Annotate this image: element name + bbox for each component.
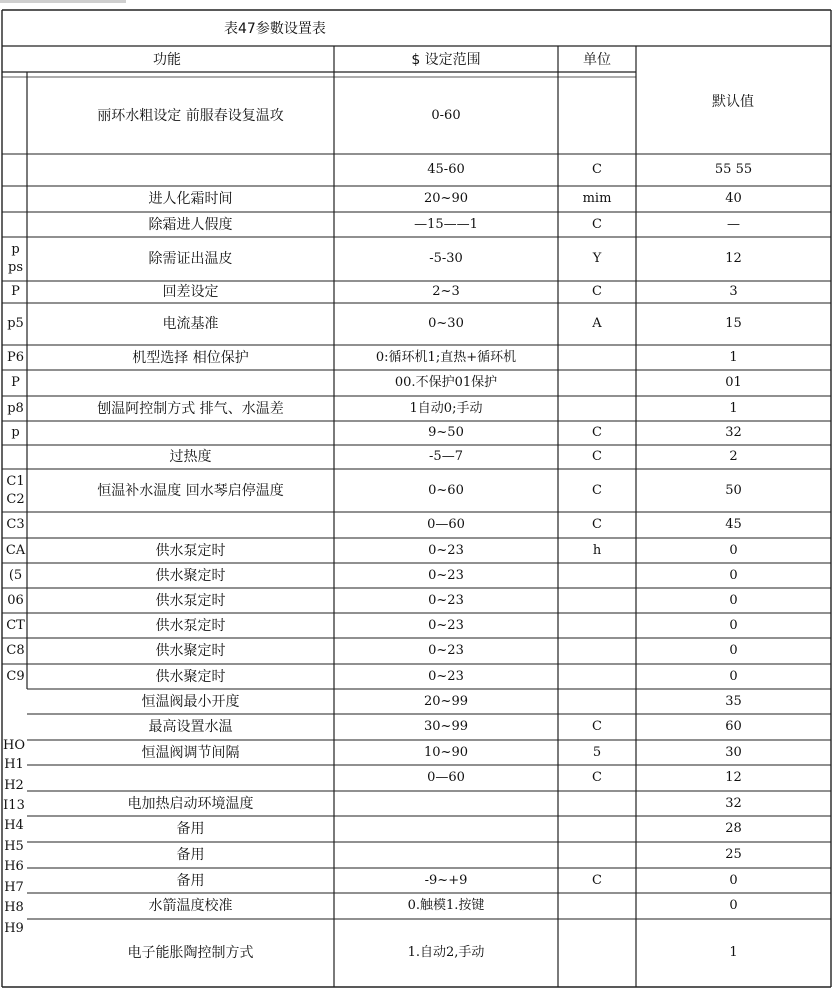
row-default: 28: [725, 821, 742, 836]
row-default: 45: [725, 517, 742, 532]
row-default: 30: [725, 744, 742, 760]
h-code: H6: [4, 859, 24, 874]
row-range: 1.自动2,手动: [407, 945, 485, 960]
row-function: 电流基准: [162, 316, 219, 332]
row-unit: C: [592, 872, 602, 888]
row-code: (5: [8, 567, 23, 583]
row-range: 1自动0;手动: [409, 400, 483, 416]
row-code: 06: [7, 592, 24, 608]
row-unit: C: [592, 482, 602, 498]
row-code: CT: [6, 617, 25, 633]
row-default: 1: [729, 349, 738, 365]
row-range: 0~23: [428, 643, 464, 658]
row-unit: C: [592, 770, 602, 785]
row-code: C8: [6, 643, 25, 658]
row-function: 供水聚定时: [155, 643, 226, 659]
row-code: P: [11, 375, 20, 390]
row-default: 0: [729, 542, 738, 558]
row-default: 40: [725, 191, 742, 206]
row-function: 电子能胀陶控制方式: [127, 945, 254, 961]
row-range: —15——1: [414, 216, 478, 232]
row-code: P6: [6, 349, 25, 365]
row-unit: h: [592, 542, 602, 558]
row-unit: A: [592, 316, 602, 331]
row-unit: C: [592, 425, 602, 440]
row-code: CA: [5, 542, 26, 558]
row-unit: C: [592, 216, 602, 232]
row-default: 2: [729, 449, 738, 464]
row-range: 0~23: [428, 617, 464, 633]
h-code: H7: [4, 880, 24, 895]
row-function: 水箭温度校准: [148, 898, 233, 914]
table-title: 表47参數设置表: [224, 21, 326, 37]
row-range: -5—7: [429, 449, 463, 464]
row-function: 供水聚定时: [155, 567, 226, 584]
row-unit: Y: [592, 251, 602, 266]
row-code: p ps: [8, 242, 23, 275]
row-function: 过热度: [169, 449, 212, 465]
row-default: 0: [729, 668, 738, 684]
row-range: 0~23: [428, 668, 464, 684]
row-function: 备用: [176, 847, 205, 863]
row-range: -5-30: [429, 251, 463, 266]
header-unit: 单位: [583, 52, 611, 68]
row-default: 0: [729, 592, 738, 608]
row-default: 50: [725, 482, 742, 498]
row-default: —: [727, 216, 740, 232]
row-default: 32: [725, 795, 742, 811]
h-code: H1: [4, 757, 24, 772]
row-range: 30~99: [424, 719, 468, 734]
row-default: 01: [725, 375, 742, 390]
row-range: 0-60: [431, 107, 461, 123]
row-code: p: [11, 425, 20, 440]
row-function: 电加热启动环境温度: [127, 795, 254, 812]
row-function: 丽环水粗设定 前服春设复温攻: [97, 107, 284, 124]
h-code: HO: [3, 738, 25, 753]
row-unit: 5: [592, 744, 602, 760]
row-function: 回差设定: [162, 284, 219, 300]
h-code: H2: [4, 778, 24, 793]
row-range: 0~23: [428, 542, 464, 558]
row-code: C1 C2: [6, 473, 25, 507]
row-function: 供水泵定时: [155, 542, 226, 559]
row-default: 1: [729, 400, 738, 416]
row-default: 55 55: [714, 162, 753, 177]
row-unit: C: [592, 449, 602, 464]
row-function: 恒温阀最小开度: [141, 693, 240, 710]
row-function: 最高设置水温: [148, 719, 233, 735]
row-default: 60: [725, 719, 742, 734]
row-default: 12: [725, 770, 742, 785]
row-range: 0—60: [427, 517, 465, 532]
row-unit: C: [592, 162, 602, 177]
row-default: 1: [729, 945, 738, 960]
h-code: I13: [3, 798, 25, 813]
row-function: 备用: [176, 872, 205, 889]
row-function: 刨温阿控制方式 排气、水温差: [97, 400, 284, 417]
header-default: 默认值: [712, 94, 754, 110]
row-range: 0—60: [427, 770, 465, 785]
row-range: 9~50: [428, 425, 464, 440]
row-code: C9: [6, 668, 25, 684]
row-code: P: [11, 284, 20, 299]
row-range: 0~30: [428, 316, 464, 331]
row-range: 0~23: [428, 567, 464, 583]
row-default: 0: [729, 567, 738, 583]
row-default: 15: [725, 316, 742, 331]
row-function: 除需证出温皮: [148, 251, 233, 267]
row-range: 10~90: [424, 744, 468, 760]
row-range: 0.触模1.按键: [407, 898, 485, 913]
row-code: p5: [7, 316, 24, 331]
header-range: $ 设定范围: [411, 52, 481, 68]
h-code: H9: [4, 921, 24, 936]
row-function: 供水泵定时: [155, 617, 226, 634]
row-function: 进人化霜时间: [148, 191, 233, 207]
row-unit: mim: [582, 191, 612, 206]
row-unit: C: [592, 284, 602, 299]
row-function: 除霜进人假度: [148, 216, 233, 233]
h-code: H8: [4, 900, 24, 915]
h-code: H5: [4, 839, 24, 854]
row-unit: C: [592, 719, 602, 734]
row-default: 0: [729, 898, 738, 913]
row-default: 35: [725, 693, 742, 709]
row-range: 00.不保护01保护: [394, 375, 498, 390]
row-default: 25: [725, 847, 742, 862]
row-default: 0: [729, 872, 738, 888]
row-default: 0: [729, 617, 738, 633]
row-range: 20~99: [424, 693, 468, 709]
row-function: 供水聚定时: [155, 668, 226, 685]
row-default: 3: [729, 284, 738, 299]
row-unit: C: [592, 517, 602, 532]
row-range: -9~+9: [424, 872, 468, 888]
row-default: 0: [729, 643, 738, 658]
row-function: 备用: [176, 821, 205, 837]
row-default: 12: [725, 251, 742, 266]
row-range: 2~3: [432, 284, 460, 299]
row-code: p8: [7, 400, 24, 416]
header-function: 功能: [153, 52, 181, 68]
h-code: H4: [4, 818, 24, 833]
row-range: 0~23: [428, 592, 464, 608]
row-range: 20~90: [424, 191, 468, 206]
row-function: 供水泵定时: [155, 592, 226, 609]
row-default: 32: [725, 425, 742, 440]
row-range: 0~60: [428, 482, 464, 498]
row-code: C3: [6, 517, 25, 532]
row-range: 45-60: [427, 162, 465, 177]
row-function: 恒温补水温度 回水琴启停温度: [97, 482, 284, 499]
row-range: 0:循环机1;直热+循环机: [375, 349, 517, 365]
row-function: 机型选择 相位保护: [132, 349, 249, 366]
row-function: 恒温阀调节间隔: [141, 744, 240, 761]
